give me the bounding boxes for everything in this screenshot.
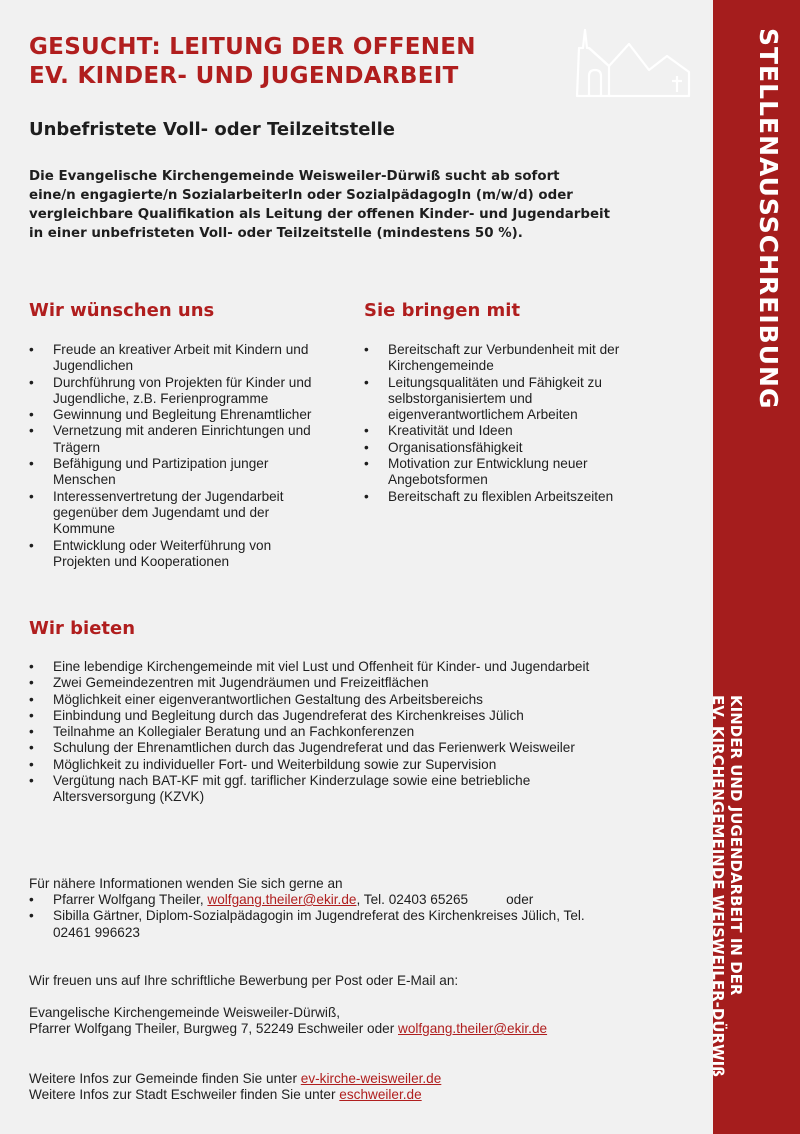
list-item: • Organisationsfähigkeit (364, 440, 684, 456)
email-link[interactable]: wolfgang.theiler@ekir.de (398, 1021, 548, 1036)
list-item: • Befähigung und Partizipation junger Menschen (29, 456, 329, 489)
wishes-list (29, 342, 329, 570)
contact-list (29, 892, 689, 941)
list-item: • Vergütung nach BAT-KF mit ggf. tariflicher Kinderzulage sowie eine betriebliche Altersversorgung (KZVK) (29, 773, 593, 806)
application-address: Pfarrer Wolfgang Theiler, Burgweg 7, 52249 Eschweiler oder (29, 1021, 398, 1036)
heading-wishes: Wir wünschen uns (29, 300, 215, 321)
intro-line: eine/n engagierte/n SozialarbeiterIn oder SozialpädagogIn (m/w/d) oder (29, 188, 573, 203)
or-word: oder (506, 892, 534, 907)
contact-name: Pfarrer Wolfgang Theiler, (53, 892, 208, 907)
contact-phone: , Tel. 02403 65265 (356, 892, 469, 907)
offer-list (29, 659, 689, 806)
list-item: • Bereitschaft zu flexiblen Arbeitszeiten (364, 489, 684, 505)
contact-intro: Für nähere Informationen wenden Sie sich gerne an (29, 876, 343, 891)
list-item: • Vernetzung mit anderen Einrichtungen und Trägern (29, 423, 329, 456)
list-item: • Zwei Gemeindezentren mit Jugendräumen und Freizeitflächen (29, 675, 689, 691)
info-line-stadt (29, 1087, 422, 1103)
application-address-line: Evangelische Kirchengemeinde Weisweiler-Dürwiß, (29, 1005, 341, 1020)
list-item: • Freude an kreativer Arbeit mit Kindern und Jugendlichen (29, 342, 329, 375)
list-item: • Interessenvertretung der Jugendarbeit gegenüber dem Jugendamt und der Kommune (29, 489, 329, 538)
title-line-2: EV. KINDER- UND JUGENDARBEIT (29, 63, 459, 89)
intro-line: Die Evangelische Kirchengemeinde Weisweiler-Dürwiß sucht ab sofort (29, 169, 560, 184)
info-text: Weitere Infos zur Stadt Eschweiler finden Sie unter (29, 1087, 340, 1102)
contact-person-2: • Sibilla Gärtner, Diplom-Sozialpädagogin im Jugendreferat des Kirchenkreises Jülich, Tel. 02461 996623 (29, 908, 593, 941)
list-item: • Motivation zur Entwicklung neuer Angebotsformen (364, 456, 618, 489)
list-item: • Möglichkeit einer eigenverantwortlichen Gestaltung des Arbeitsbereichs (29, 692, 689, 708)
title-line-1: GESUCHT: LEITUNG DER OFFENEN (29, 34, 476, 60)
list-item: • Schulung der Ehrenamtlichen durch das Jugendreferat und das Ferienwerk Weisweiler (29, 740, 689, 756)
vertical-subtitle-line-1: KINDER UND JUGENDARBEIT IN DER (727, 695, 745, 996)
heading-bring: Sie bringen mit (364, 300, 521, 321)
website-link-gemeinde[interactable]: ev-kirche-weisweiler.de (300, 1071, 442, 1086)
intro-line: vergleichbare Qualifikation als Leitung der offenen Kinder- und Jugendarbeit (29, 207, 611, 222)
bring-list (364, 342, 684, 505)
list-item: • Bereitschaft zur Verbundenheit mit der Kirchengemeinde (364, 342, 643, 375)
list-item: • Möglichkeit zu individueller Fort- und Weiterbildung sowie zur Supervision (29, 757, 689, 773)
vertical-subtitle-line-2: EV. KIRCHENGEMEINDE WEISWEILER-DÜRWIß (709, 695, 727, 1077)
list-item: • Gewinnung und Begleitung Ehrenamtlicher (29, 407, 329, 423)
application-intro: Wir freuen uns auf Ihre schriftliche Bewerbung per Post oder E-Mail an: (29, 973, 459, 988)
list-item: • Eine lebendige Kirchengemeinde mit viel Lust und Offenheit für Kinder- und Jugendarbeit (29, 659, 689, 675)
list-item: • Einbindung und Begleitung durch das Jugendreferat des Kirchenkreises Jülich (29, 708, 689, 724)
info-line-gemeinde (29, 1071, 441, 1087)
contact-person-1 (29, 892, 689, 908)
list-item: • Durchführung von Projekten für Kinder und Jugendliche, z.B. Ferienprogramme (29, 375, 329, 408)
intro-paragraph (29, 167, 679, 243)
list-item: • Entwicklung oder Weiterführung von Projekten und Kooperationen (29, 538, 329, 571)
intro-line: in einer unbefristeten Voll- oder Teilzeitstelle (mindestens 50 %). (29, 226, 523, 241)
list-item: • Teilnahme an Kollegialer Beratung und an Fachkonferenzen (29, 724, 689, 740)
page-subtitle: Unbefristete Voll- oder Teilzeitstelle (29, 119, 395, 140)
church-outline-icon (573, 26, 693, 98)
email-link[interactable]: wolfgang.theiler@ekir.de (207, 892, 357, 907)
list-item: • Leitungsqualitäten und Fähigkeit zu selbstorganisiertem und eigenverantwortlichem Arbeiten (364, 375, 603, 424)
info-text: Weitere Infos zur Gemeinde finden Sie unter (29, 1071, 301, 1086)
website-link-stadt[interactable]: eschweiler.de (339, 1087, 422, 1102)
heading-offer: Wir bieten (29, 618, 136, 639)
page-title (29, 33, 476, 91)
vertical-title: STELLENAUSSCHREIBUNG (754, 28, 783, 410)
list-item: • Kreativität und Ideen (364, 423, 684, 439)
application-address-line (29, 1021, 547, 1037)
